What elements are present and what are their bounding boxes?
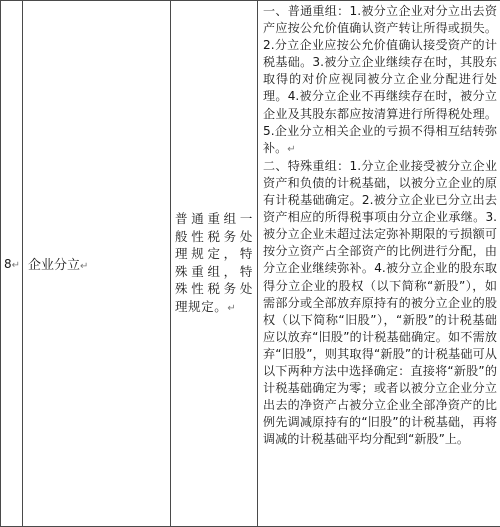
ordinary-reorganization-paragraph: 一、普通重组：1.被分立企业对分立出去资产应按公允价值确认资产转让所得或损失。2.分立企业应按公允价值确认接受资产的计税基础。3.被分立企业继续存在时，其股东取得的对价应视同被分立企业分配进行处理。4.被分立企业不再继续存在时，被分立企业及其股东都应按清算进行所得税处理。5.企业分立相关企业的亏损不得相互结转弥补。↵ <box>263 4 497 155</box>
detail-cell <box>258 1 500 527</box>
paragraph-mark-icon: ↵ <box>227 302 237 314</box>
table-row <box>1 1 500 527</box>
category-cell <box>23 1 171 527</box>
paragraph-mark-icon: ↵ <box>287 143 296 155</box>
rule-text: 普通重组一般性税务处理规定，特殊重组，特殊性税务处理规定。 <box>175 211 253 314</box>
paragraph-mark-icon: ↵ <box>80 261 89 272</box>
rule-cell <box>171 1 258 527</box>
row-number-cell <box>1 1 23 527</box>
detail-text-block <box>258 1 500 448</box>
paragraph-mark-icon: ↵ <box>11 259 20 271</box>
special-reorganization-paragraph: 二、特殊重组：1.分立企业接受被分立企业资产和负债的计税基础，以被分立企业的原有计税基础确定。2.被分立企业已分立出去资产相应的所得税事项由分立企业承继。3.被分立企业未超过法定弥补期限的亏损额可按分立资产占全部资产的比例进行分配，由分立企业继续弥补。4.被分立企业的股东取得分立企业的股权（以下简称“新股”），如需部分或全部放弃原持有的被分立企业的股权（以下简称“旧股”），“新股”的计税基础应以放弃“旧股”的计税基础确定。如不需放弃“旧股”，则其取得“新股”的计税基础可从以下两种方法中选择确定：直接将“新股”的计税基础确定为零；或者以被分立企业分立出去的净资产占被分立企业全部净资产的比例先调减原持有的“旧股”的计税基础，再将调减的计税基础平均分配到“新股”上。 <box>263 158 497 447</box>
row-number: 8 <box>3 256 12 271</box>
category-name: 企业分立 <box>28 258 81 273</box>
